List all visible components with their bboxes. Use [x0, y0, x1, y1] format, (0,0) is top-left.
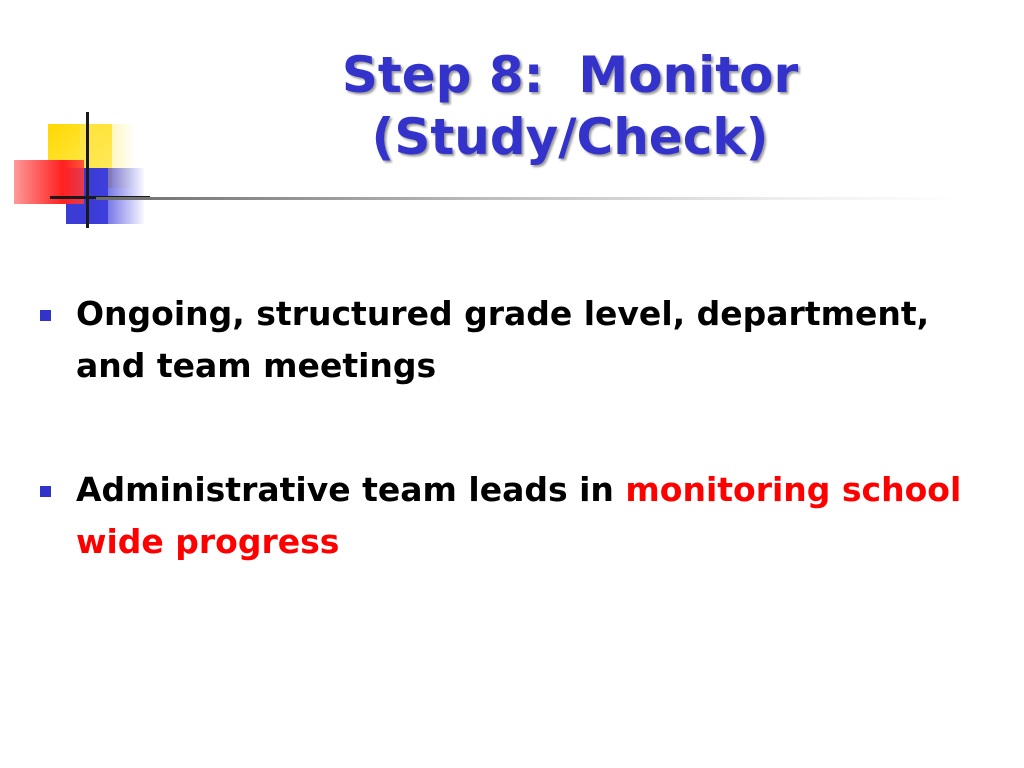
bullet-list [40, 288, 980, 640]
bullet-item-1 [40, 288, 980, 392]
square-bullet-icon [40, 486, 51, 497]
bullet-item-2 [40, 464, 980, 568]
slide-title-line-2: (Study/Check) [371, 108, 769, 166]
vertical-line-icon [86, 112, 89, 228]
square-bullet-icon [40, 310, 51, 321]
bullet-text-2: Administrative team leads in [76, 470, 626, 509]
color-block-logo-decoration-icon [0, 0, 160, 240]
slide-title-line-1: Step 8: Monitor [341, 46, 799, 104]
title-divider-rule [96, 197, 964, 200]
bullet-text-1: Ongoing, structured grade level, department, and team meetings [76, 294, 930, 385]
bullet-highlight-2: monitoring school wide progress [76, 470, 962, 561]
slide-title [200, 44, 940, 168]
